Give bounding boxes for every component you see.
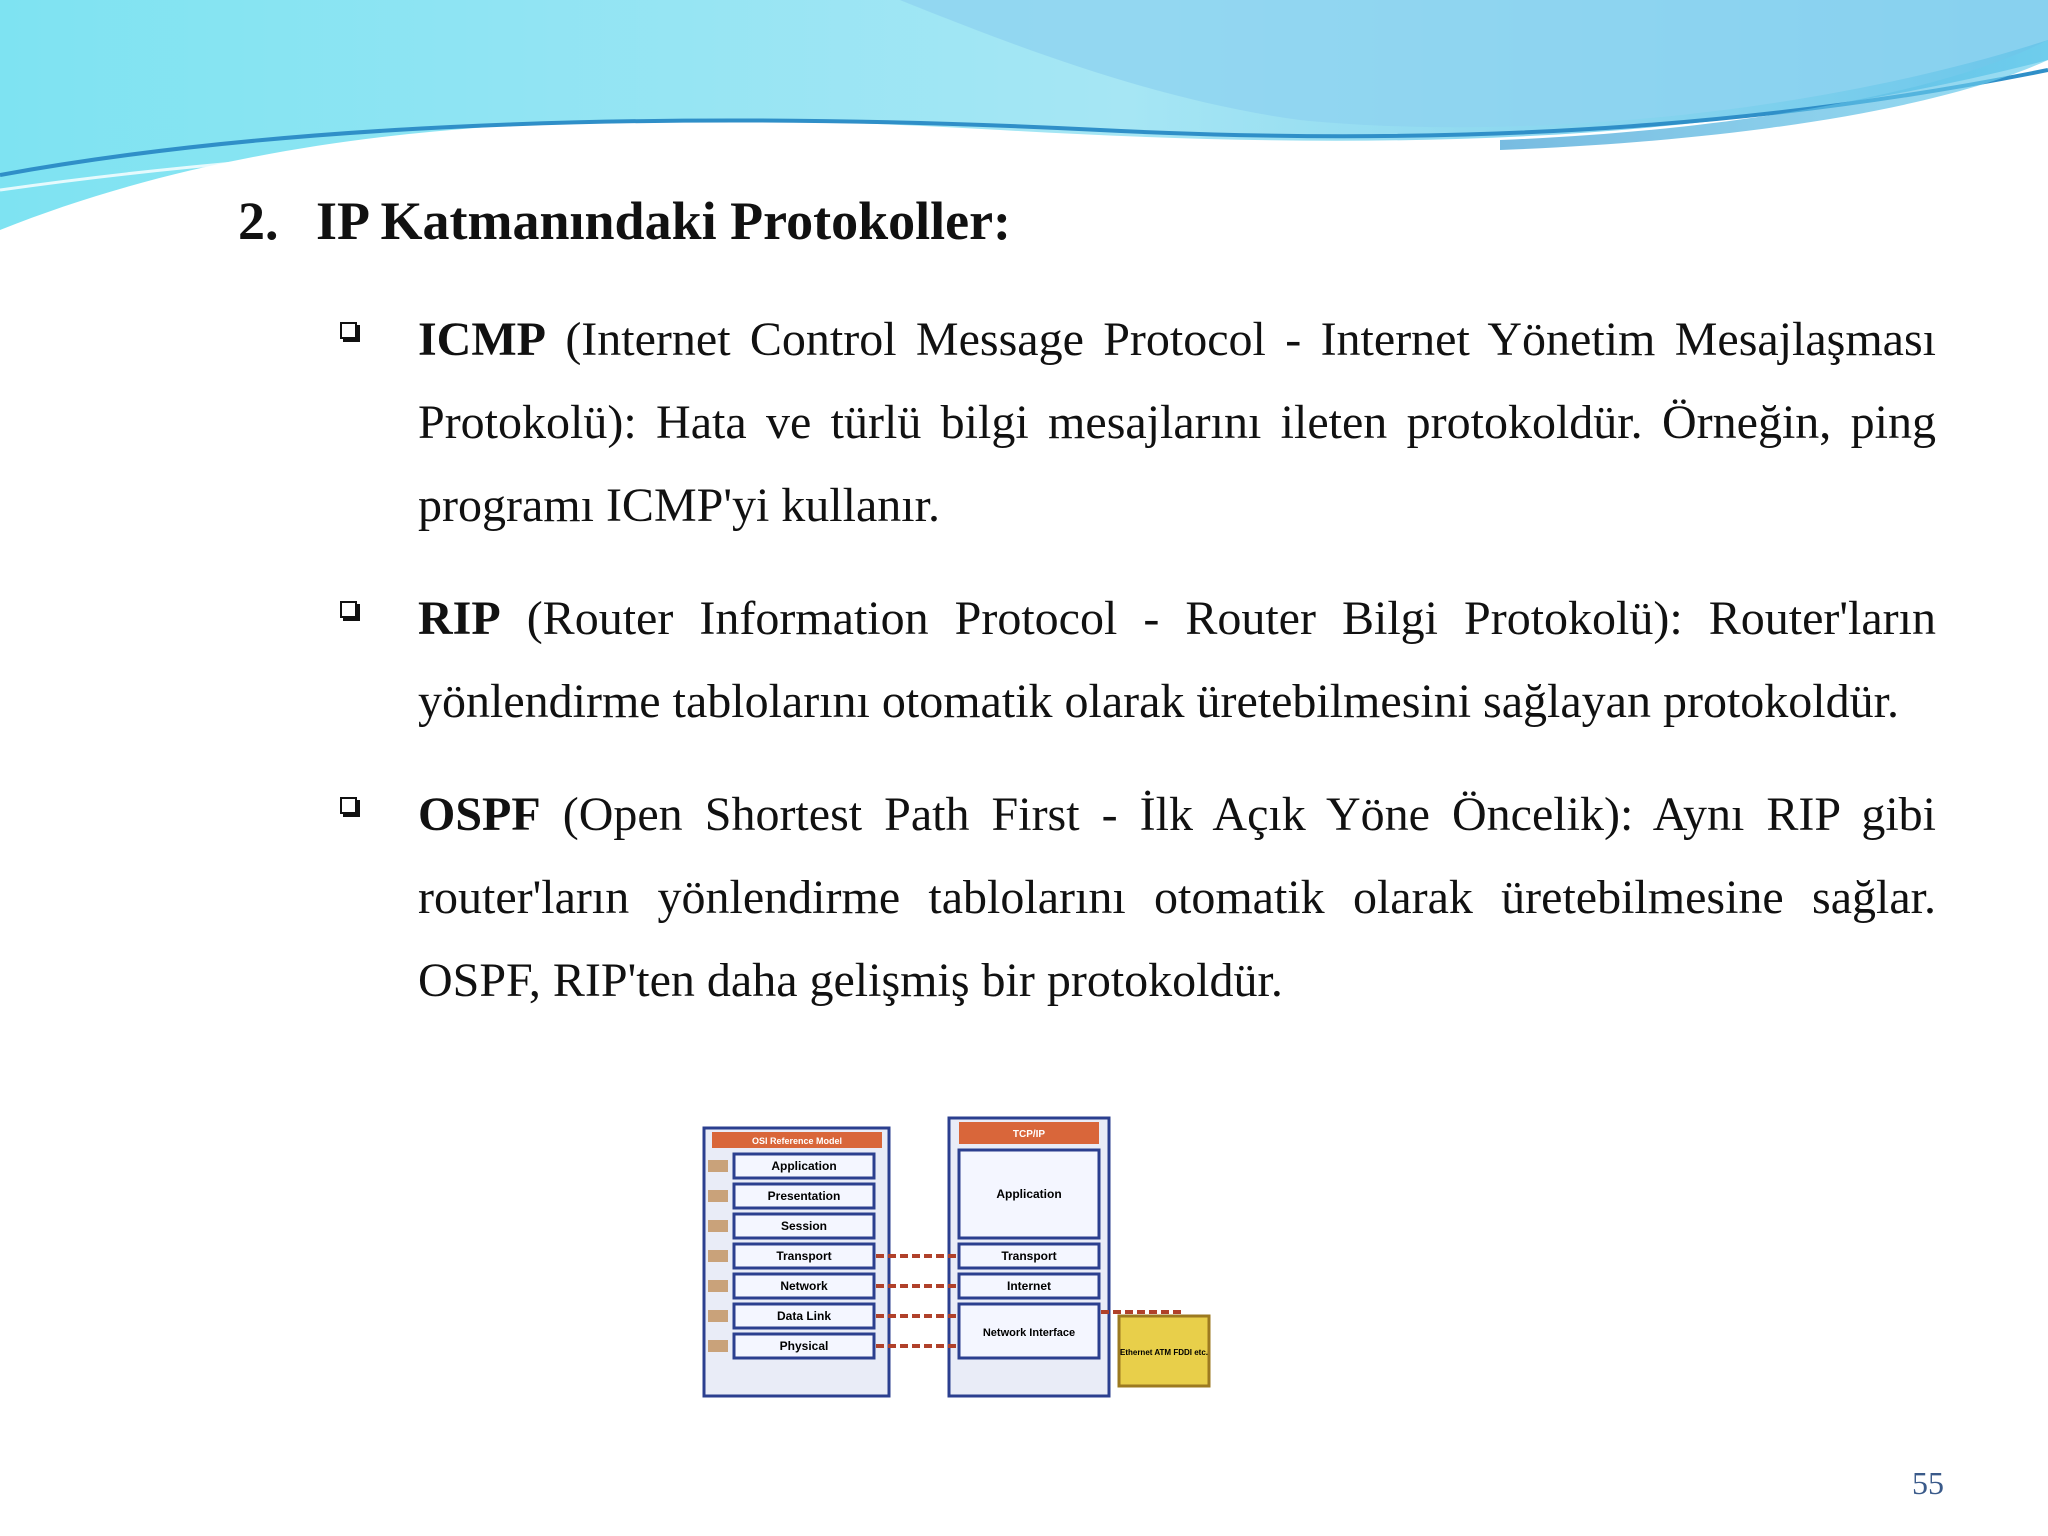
osi-layer-application: Application xyxy=(771,1159,837,1173)
page-number: 55 xyxy=(1912,1465,1944,1501)
osi-tcpip-diagram xyxy=(694,1110,1224,1410)
bullet-ospf xyxy=(336,773,1936,1022)
checkbox-bullet-icon xyxy=(340,797,357,814)
osi-layer-transport: Transport xyxy=(776,1249,832,1263)
title-number: 2. xyxy=(238,191,279,251)
osi-layer-session: Session xyxy=(780,1219,828,1233)
hardware-label: Ethernet ATM FDDI etc. xyxy=(1119,1348,1209,1357)
bullet-term-ospf: OSPF xyxy=(418,788,541,841)
tcpip-layer-transport: Transport xyxy=(1001,1249,1057,1263)
tcpip-layer-network-interface: Network Interface xyxy=(982,1327,1076,1339)
osi-header-text: OSI Reference Model xyxy=(751,1136,843,1146)
bullet-term-rip: RIP xyxy=(418,592,501,645)
osi-layer-physical: Physical xyxy=(779,1339,829,1353)
osi-layer-data-link: Data Link xyxy=(776,1309,832,1323)
osi-layers xyxy=(734,1154,874,1358)
bullet-list xyxy=(336,298,1936,1052)
tcpip-header-text: TCP/IP xyxy=(1012,1129,1046,1140)
checkbox-bullet-icon xyxy=(340,322,357,339)
bullet-icmp xyxy=(336,298,1936,547)
osi-layer-network: Network xyxy=(780,1279,828,1293)
bullet-desc-ospf: (Open Shortest Path First - İlk Açık Yöne Öncelik): Aynı RIP gibi router'ların yönlendirme tablolarını otomatik olarak üretebilmesine sağlar. OSPF, RIP'ten daha gelişmiş bir protokoldür. xyxy=(418,788,1936,1007)
bullet-desc-rip: (Router Information Protocol - Router Bilgi Protokolü): Router'ların yönlendirme tablolarını otomatik olarak üretebilmesini sağlayan protokoldür. xyxy=(418,592,1936,728)
checkbox-bullet-icon xyxy=(340,601,357,618)
tcpip-layer-internet: Internet xyxy=(1006,1279,1052,1293)
slide-title xyxy=(238,186,1011,256)
bullet-term-icmp: ICMP xyxy=(418,313,546,366)
osi-layer-presentation: Presentation xyxy=(767,1189,841,1203)
tcpip-layer-application: Application xyxy=(996,1187,1062,1201)
bullet-desc-icmp: (Internet Control Message Protocol - Internet Yönetim Mesajlaşması Protokolü): Hata ve türlü bilgi mesajlarını ileten protokoldür. Örneğin, ping programı ICMP'yi kullanır. xyxy=(418,313,1936,532)
bullet-rip xyxy=(336,577,1936,743)
title-text: IP Katmanındaki Protokoller: xyxy=(316,191,1012,251)
